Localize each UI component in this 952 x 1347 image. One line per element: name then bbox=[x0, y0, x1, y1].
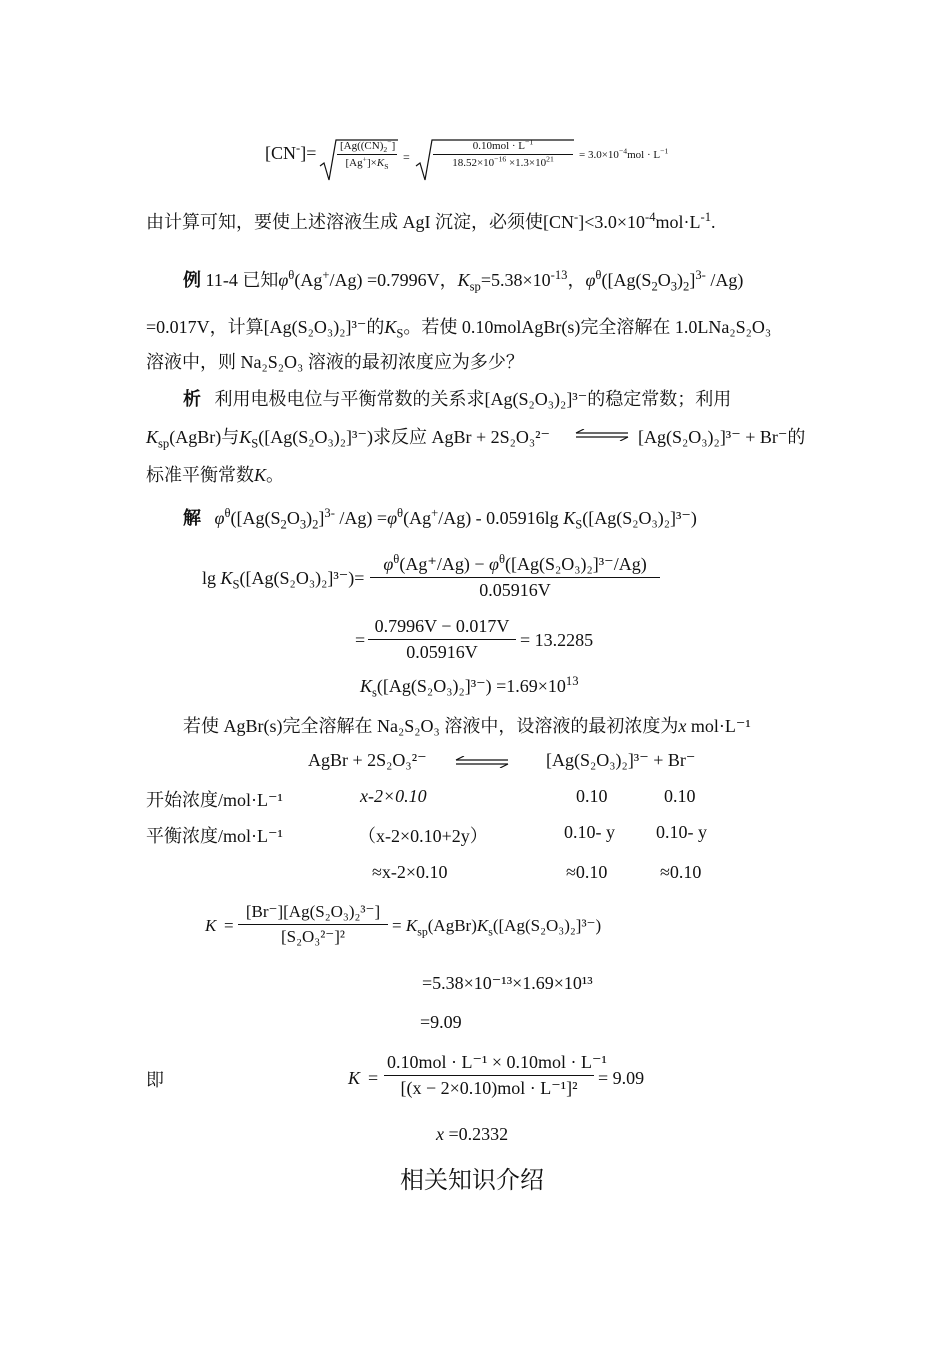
analysis-line-2: $K_{sp}(AgBr)$与$K_S([Ag(S_2O_3)_2]^{3-})$求反应 AgBr + 2S₂O₃²⁻ [Ag(S₂O₃)₂]³⁻ + Br⁻的 bbox=[146, 427, 806, 451]
example-line-1: 例 11-4 已知$\varphi^\theta(Ag^+/Ag) =0.7996V$，$K_{sp}=5.38\times 10^{-13}$，$\varphi^\theta([Ag(S_2O_3)_2]^{3-}$ /Ag) bbox=[183, 268, 744, 294]
x-result: x =0.2332 bbox=[436, 1124, 509, 1144]
k-calc-line-1: =5.38×10⁻¹³×1.69×10¹³ bbox=[422, 973, 593, 993]
calc-fraction: 0.7996V − 0.017V 0.05916V bbox=[368, 616, 516, 663]
cn-lhs: [CN-]= bbox=[265, 141, 317, 163]
lgks-lhs: $\lg K_S([Ag(S_2O_3)_2]^{3-})=$ bbox=[202, 568, 365, 592]
table-row: 开始浓度/mol·L⁻¹ x-2×0.10 0.10 0.10 bbox=[146, 786, 696, 810]
ji-result: = 9.09 bbox=[598, 1068, 645, 1088]
table-row: ≈x-2×0.10 ≈0.10 ≈0.10 bbox=[372, 862, 702, 882]
k-fraction: [Br⁻][Ag(S₂O₃)₂³⁻] [S₂O₃²⁻]² bbox=[238, 902, 388, 947]
ji-fraction: 0.10mol · L⁻¹ × 0.10mol · L⁻¹ [(x − 2×0.10)mol · L⁻¹]² bbox=[384, 1052, 594, 1099]
dissolve-text: 若使 AgBr(s)完全溶解在 Na₂S₂O₃ 溶液中，设溶液的最初浓度为x mol·L⁻¹ bbox=[183, 716, 751, 736]
cn-formula bbox=[265, 137, 705, 185]
equals-sign: = bbox=[403, 150, 410, 164]
ji-label: 即 bbox=[146, 1070, 164, 1090]
analysis-label: 析 bbox=[183, 389, 201, 409]
cn-result: = $3.0\times 10^{-4}mol \cdot L^{-1}$ bbox=[579, 146, 669, 161]
conclusion-text: 由计算可知，要使上述溶液生成 AgI 沉淀，必须使$[CN^-]<3.0\times 10^{-4}mol\cdot L^{-1}$. bbox=[146, 210, 716, 232]
reaction-equation: AgBr + 2S₂O₃²⁻ [Ag(S₂O₃)₂]³⁻ + Br⁻ bbox=[308, 750, 696, 770]
cn-fraction-2: $0.10mol \cdot L^{-1}$ $18.52\times 10^{-16} \times 1.3\times 10^{21}$ bbox=[433, 140, 573, 169]
equilibrium-arrow-icon bbox=[454, 756, 510, 768]
table-row: 平衡浓度/mol·L⁻¹ （x-2×0.10+2y） 0.10- y 0.10- y bbox=[146, 822, 707, 846]
cn-fraction-1: [$Ag((CN)_2^-]$ $[Ag^+]\times K_S$ bbox=[337, 140, 397, 169]
equals-sign: = bbox=[355, 630, 366, 650]
k-symbol: K bbox=[348, 1068, 361, 1088]
example-label: 例 bbox=[183, 270, 201, 290]
analysis-line-3: 标准平衡常数K。 bbox=[146, 465, 285, 485]
example-line-2: =0.017V，计算[Ag(S₂O₃)₂]³⁻的$K_S$。若使 0.10molAgBr(s)完全溶解在 1.0LNa₂S₂O₃ bbox=[146, 317, 772, 341]
k-rhs: = $K_{sp}(AgBr)K_s([Ag(S_2O_3)_2]^{3-})$ bbox=[392, 916, 602, 939]
section-heading: 相关知识介绍 bbox=[400, 1166, 544, 1194]
equals-sign: = bbox=[224, 916, 234, 935]
lgks-fraction: $\varphi^\theta(Ag^+/Ag) - \varphi^\theta([Ag(S_2O_3)_2]^{3-}/Ag)$ 0.05916V bbox=[370, 554, 660, 601]
solution-line-1: 解 $\varphi^\theta([Ag(S_2O_3)_2]^{3-}$ $/Ag) =\varphi^\theta(Ag^+/Ag) - 0.05916\lg$ $K_S([Ag(S_2O_3)_2]^{3-})$ bbox=[183, 506, 697, 532]
example-line-3: 溶液中，则 Na₂S₂O₃ 溶液的最初浓度应为多少？ bbox=[146, 352, 524, 372]
analysis-line-1: 析 利用电极电位与平衡常数的关系求[Ag(S₂O₃)₂]³⁻的稳定常数；利用 bbox=[183, 389, 732, 409]
solution-label: 解 bbox=[183, 508, 201, 528]
equals-sign: = bbox=[368, 1068, 379, 1088]
ks-value-line: $K_s([Ag(S_2O_3)_2]^{3-}) =1.69\times 10^{13}$ bbox=[360, 674, 579, 700]
calc-result: = 13.2285 bbox=[520, 630, 594, 650]
k-calc-line-2: =9.09 bbox=[420, 1012, 462, 1032]
equilibrium-arrow-icon bbox=[574, 429, 630, 441]
k-symbol: K bbox=[205, 916, 217, 935]
